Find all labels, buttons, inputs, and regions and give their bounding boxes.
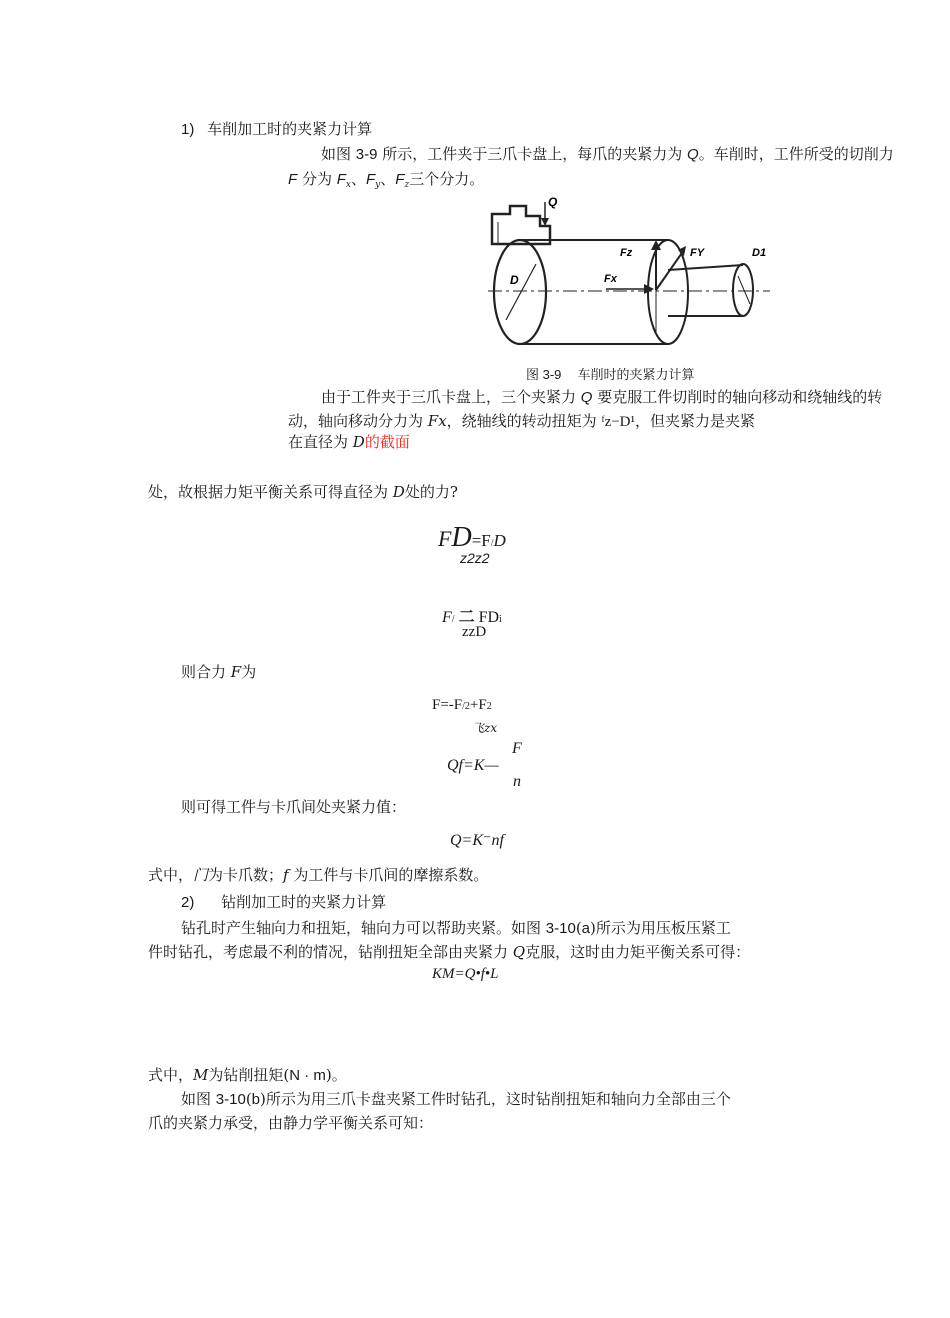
paragraph-line: 由于工件夹于三爪卡盘上，三个夹紧力 Q 要克服工件切削时的轴向移动和绕轴线的转 xyxy=(321,388,883,406)
paragraph-line: 动，轴向移动分力为 Fx，绕轴线的转动扭矩为 ᶠz−D¹，但夹紧力是夹紧 xyxy=(288,412,756,430)
paragraph-line: 件时钻孔，考虑最不利的情况，钻削扭矩全部由夹紧力 Q克服，这时由力矩平衡关系可得： xyxy=(148,943,751,961)
paragraph-line: F 分为 $F_x$、$F_y$、$F_z$三个分力。 xyxy=(288,170,485,190)
heading-text: 钻削加工时的夹紧力计算 xyxy=(221,893,387,911)
equation-6: KM=Q•f•L xyxy=(432,966,499,982)
label-fz: Fz xyxy=(620,247,633,259)
equation-1-subscripts: z2z2 xyxy=(460,550,490,566)
label-q: Q xyxy=(548,195,558,209)
equation-3: F=-F/2+F2 xyxy=(432,697,492,713)
section-2-heading xyxy=(181,891,386,912)
label-fy: FY xyxy=(690,247,705,259)
paragraph-line: 在直径为 D的截面 xyxy=(288,433,410,451)
paragraph-line: 钻孔时产生轴向力和扭矩，轴向力可以帮助夹紧。如图 3-10(a)所示为用压板压紧工 xyxy=(181,919,731,937)
equation-4: Qf=K— xyxy=(447,757,499,774)
paragraph-line: 则可得工件与卡爪间处夹紧力值： xyxy=(181,798,407,816)
label-d1: D1 xyxy=(752,247,767,259)
equation-4-numerator: F xyxy=(512,740,522,757)
equation-3-subscripts: 飞zx xyxy=(472,721,498,735)
equation-1: FD=F/D xyxy=(438,522,506,553)
heading-number: 2) xyxy=(181,894,195,911)
figure-caption: 图 3-9 车削时的夹紧力计算 xyxy=(526,367,695,383)
equation-4-denominator: n xyxy=(513,773,521,790)
label-fx: Fx xyxy=(604,273,617,285)
paragraph-line: 式中，M为钻削扭矩(N · m)。 xyxy=(148,1066,347,1084)
heading-number: 1) xyxy=(181,121,195,138)
paragraph-line: 处，故根据力矩平衡关系可得直径为 D处的力? xyxy=(148,483,458,501)
section-1-heading xyxy=(181,118,372,139)
paragraph-line: 则合力 F为 xyxy=(181,663,257,681)
paragraph-line: 爪的夹紧力承受，由静力学平衡关系可知： xyxy=(148,1114,434,1132)
equation-2-denominator: zzD xyxy=(462,624,487,640)
paragraph-line: 式中，门为卡爪数；f 为工件与卡爪间的摩擦系数。 xyxy=(148,866,489,884)
equation-2: F/ 二 FDi xyxy=(442,609,502,626)
label-d: D xyxy=(510,273,519,287)
paragraph-line: 如图 3-10(b)所示为用三爪卡盘夹紧工件时钻孔，这时钻削扭矩和轴向力全部由三个 xyxy=(181,1090,731,1108)
paragraph-line: 如图 3-9 所示，工件夹于三爪卡盘上，每爪的夹紧力为 Q。车削时，工件所受的切削力 xyxy=(321,145,894,163)
figure-chuck-diagram xyxy=(488,192,770,352)
heading-text: 车削加工时的夹紧力计算 xyxy=(207,120,373,138)
equation-5: Q=K⁻nf xyxy=(450,832,504,849)
